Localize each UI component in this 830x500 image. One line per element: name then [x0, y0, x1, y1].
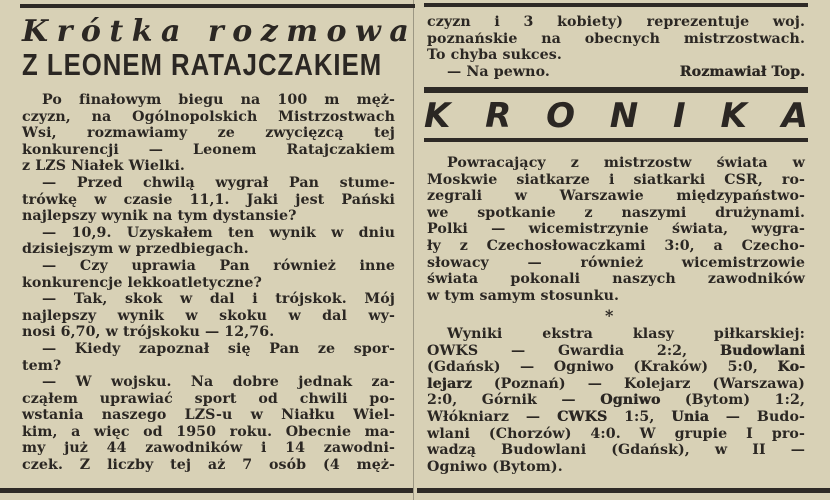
kronika-volleyball-paragraph	[427, 155, 805, 304]
kronika-letter: K	[720, 96, 747, 136]
text-line: słowacy — również wicemistrzowie	[427, 254, 805, 271]
text-line	[427, 459, 805, 476]
text-line: najlepszy wynik w skoku w dal wy-	[22, 307, 395, 324]
text-segment: (Gdańsk) — Ogniwo (Kraków) 5:0,	[427, 359, 778, 376]
text-line	[427, 326, 805, 343]
text-line: zegrali w Warszawie międzypaństwo-	[427, 188, 805, 205]
bold-team-name: CWKS	[557, 408, 608, 425]
kronika-top-rule	[424, 87, 808, 93]
bold-team-name: lejarz	[427, 375, 472, 392]
text-line	[427, 359, 805, 376]
kronika-bottom-rule	[424, 138, 808, 142]
text-segment: Włókniarz —	[427, 408, 558, 425]
text-line: Wsi, rozmawiamy ze zwycięzcą tej	[22, 125, 395, 142]
text-segment: OWKS — Gwardia 2:2,	[427, 342, 720, 359]
author-signature: Rozmawiał Top.	[679, 63, 805, 80]
text-line	[427, 409, 805, 426]
text-line: Powracający z mistrzostw świata w	[447, 155, 805, 171]
text-line: świata pokonali naszych zawodników	[427, 271, 805, 288]
top-rule-left	[20, 4, 415, 8]
bottom-rule-right	[417, 488, 830, 493]
text-segment: (Bytom) 1:2,	[660, 392, 805, 409]
text-segment: — Budo-	[708, 408, 805, 425]
kronika-letter: O	[546, 96, 576, 136]
text-line: Po finałowym biegu na 100 m męż-	[42, 92, 395, 108]
bold-team-name: Ogniwo	[600, 392, 661, 409]
text-line: cząłem uprawiać sport od chwili po-	[22, 390, 395, 407]
kronika-letter: I	[673, 96, 686, 136]
text-line: — Czy uprawia Pan również inne	[42, 257, 395, 274]
text-line: — 10,9. Uzyskałem ten wynik w dniu	[42, 224, 395, 241]
text-line: z LZS Niałek Wielki.	[22, 158, 185, 175]
text-line: Moskwie siatkarze i siatkarki CSR, ro-	[427, 171, 805, 188]
text-line	[427, 442, 805, 459]
text-line: — Tak, skok w dal i trójskok. Mój	[42, 291, 395, 308]
text-segment: 1:5,	[607, 408, 672, 425]
text-line: — Przed chwilą wygrał Pan stume-	[42, 174, 395, 191]
text-line: w tym samym stosunku.	[427, 287, 620, 304]
text-line: poznańskie na obecnych mistrzostwach.	[427, 30, 805, 47]
kronika-title	[424, 96, 808, 136]
interview-column-left	[22, 92, 395, 474]
text-line: czyzn, na Ogólnopolskich Mistrzostwach	[22, 108, 395, 125]
text-segment: 2:0, Górnik —	[427, 392, 601, 409]
kronika-letter: K	[424, 96, 451, 136]
bold-team-name: Budowlani	[719, 342, 805, 359]
column-divider	[413, 0, 414, 500]
text-line: ły z Czechosłowaczkami 3:0, a Czecho-	[427, 237, 805, 254]
article-headline: Z LEONEM RATAJCZAKIEM	[22, 47, 383, 82]
text-segment: wadzą Budowlani (Gdańsk), w II —	[427, 442, 805, 459]
closing-answer: — Na pewno.	[447, 63, 550, 80]
text-line	[427, 426, 805, 443]
kronika-letter: A	[781, 96, 808, 136]
interview-column-right	[427, 14, 805, 80]
text-line	[427, 392, 805, 409]
kronika-letter: R	[485, 96, 512, 136]
text-line	[427, 376, 805, 393]
text-line: kim, a więc od 1950 roku. Obecnie ma-	[22, 423, 395, 440]
text-line: my już 44 zawodników i 14 zawodni-	[22, 440, 395, 457]
text-line: To chyba sukces.	[427, 47, 562, 64]
text-segment: wlani (Chorzów) 4:0. W grupie I pro-	[427, 425, 805, 442]
text-line: dzisiejszym w przedbiegach.	[22, 241, 249, 258]
bottom-rule-left	[0, 488, 413, 493]
bold-team-name: Unia	[671, 408, 709, 425]
text-line	[427, 343, 805, 360]
text-line: konkurencji — Leonem Ratajczakiem	[22, 141, 395, 158]
article-kicker: Krótka rozmowa	[22, 14, 418, 49]
asterisk-separator: *	[605, 306, 614, 325]
kronika-letter: N	[609, 96, 639, 136]
text-line: we spotkanie z naszymi drużynami.	[427, 204, 805, 221]
bold-team-name: Ko-	[777, 359, 805, 376]
top-rule-right	[424, 3, 808, 7]
text-line: trówkę w czasie 11,1. Jaki jest Pański	[22, 191, 395, 208]
text-segment: Wyniki ekstra klasy piłkarskiej:	[447, 326, 805, 342]
text-line: tem?	[22, 357, 62, 374]
text-line: czyzn i 3 kobiety) reprezentuje woj.	[427, 14, 805, 30]
text-segment: Ogniwo (Bytom).	[427, 458, 563, 475]
text-line: najlepszy wynik na tym dystansie?	[22, 208, 297, 225]
text-line: czek. Z liczby tej aż 7 osób (4 męż-	[22, 457, 395, 474]
text-segment: (Poznań) — Kolejarz (Warszawa)	[471, 375, 805, 392]
text-line: wstania naszego LZS-u w Niałku Wiel-	[22, 407, 395, 424]
text-line: — Kiedy zapoznał się Pan ze spor-	[42, 340, 395, 357]
text-line: — W wojsku. Na dobre jednak za-	[42, 374, 395, 391]
text-line: konkurencje lekkoatletyczne?	[22, 274, 262, 291]
kronika-football-paragraph	[427, 326, 805, 475]
interview-closing	[427, 64, 805, 81]
text-line: nosi 6,70, w trójskoku — 12,76.	[22, 324, 275, 341]
text-line: Polki — wicemistrzynie świata, wygra-	[427, 221, 805, 238]
